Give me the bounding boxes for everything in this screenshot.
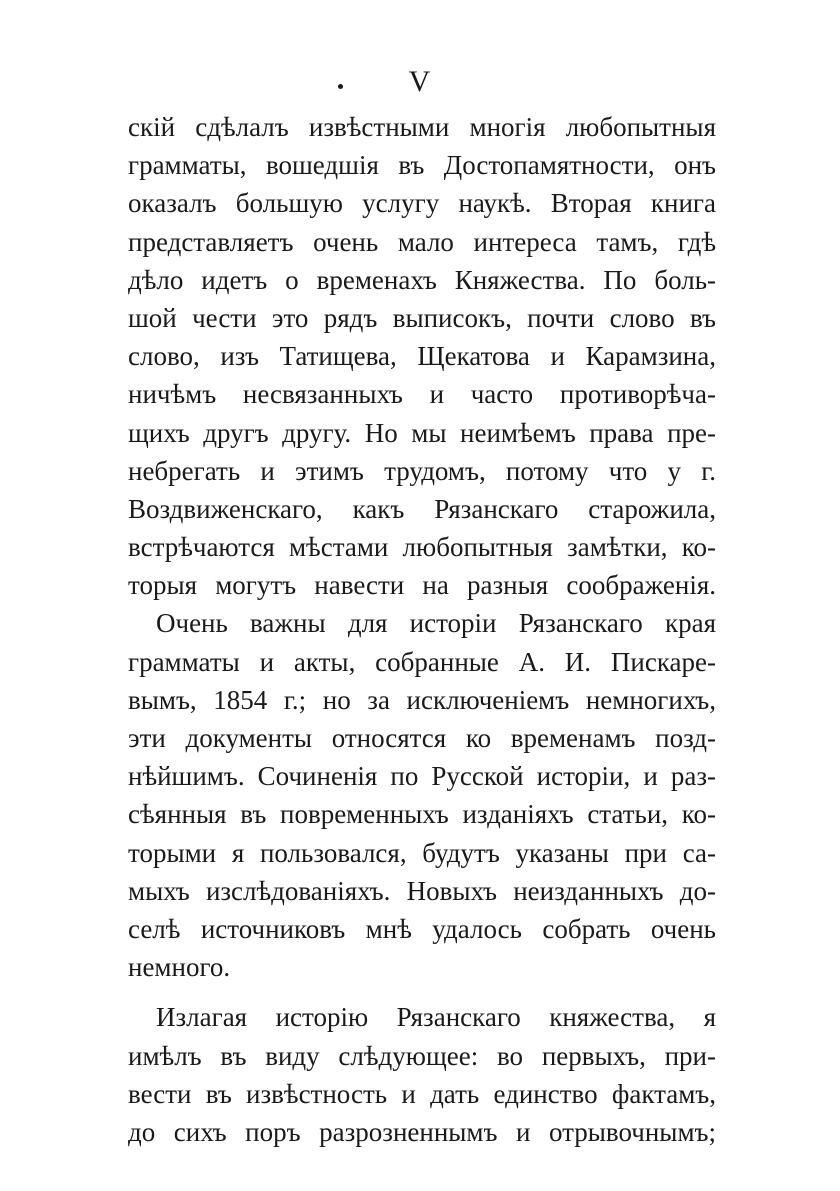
text-line: мыхъ изслѣдованіяхъ. Новыхъ неизданныхъ до- — [128, 875, 716, 906]
text-line: до сихъ поръ разрозненнымъ и отрывочнымъ; — [128, 1116, 716, 1147]
text-line: вымъ, 1854 г.; но за исключеніемъ немногихъ, — [128, 684, 716, 715]
text-line: представляетъ очень мало интереса тамъ, гдѣ — [128, 226, 716, 257]
paragraph-spacing — [128, 986, 716, 998]
text-line: имѣлъ въ виду слѣдующее: во первыхъ, при- — [128, 1040, 716, 1071]
text-line: слово, изъ Татищева, Щекатова и Карамзина, — [128, 341, 716, 372]
body-text — [128, 108, 716, 1151]
text-line: небрегать и этимъ трудомъ, потому что у г. — [128, 455, 716, 486]
text-line: торыя могутъ навести на разныя соображенія. — [128, 570, 716, 601]
page-number: V — [408, 65, 432, 98]
text-line: торыми я пользовался, будутъ указаны при са- — [128, 837, 716, 868]
text-line: встрѣчаются мѣстами любопытныя замѣтки, ко- — [128, 532, 716, 563]
ink-speck — [338, 84, 343, 89]
text-line: Очень важны для исторіи Рязанскаго края — [156, 608, 716, 639]
paragraph-1 — [128, 108, 716, 604]
text-line: щихъ другъ другу. Но мы неимѣемъ права пре- — [128, 417, 716, 448]
text-line: сѣянныя въ повременныхъ изданіяхъ статьи, ко- — [128, 799, 716, 830]
text-line: Излагая исторію Рязанскаго княжества, я — [156, 1002, 716, 1033]
text-line: грамматы, вошедшія въ Достопамятности, онъ — [128, 150, 716, 181]
paragraph-2 — [128, 604, 716, 986]
text-line: шой чести это рядъ выписокъ, почти слово въ — [128, 302, 716, 333]
text-line: скій сдѣлалъ извѣстными многія любопытныя — [128, 112, 716, 142]
text-line: эти документы относятся ко временамъ позд- — [128, 723, 716, 753]
text-line: ничѣмъ несвязанныхъ и часто противорѣча- — [128, 379, 716, 410]
text-line: немного. — [128, 952, 231, 983]
text-line: оказалъ большую услугу наукѣ. Вторая книга — [128, 188, 716, 219]
paragraph-3 — [128, 998, 716, 1151]
text-line: нѣйшимъ. Сочиненія по Русской исторіи, и раз- — [128, 761, 716, 792]
text-line: дѣло идетъ о временахъ Княжества. По боль- — [128, 264, 716, 295]
text-line: селѣ источниковъ мнѣ удалось собрать очень — [128, 913, 716, 944]
text-line: грамматы и акты, собранные А. И. Пискаре- — [128, 646, 716, 677]
text-line: Воздвиженскаго, какъ Рязанскаго старожила, — [128, 493, 716, 524]
text-line: вести въ извѣстность и дать единство фактамъ, — [128, 1078, 716, 1109]
page-header — [0, 62, 840, 102]
